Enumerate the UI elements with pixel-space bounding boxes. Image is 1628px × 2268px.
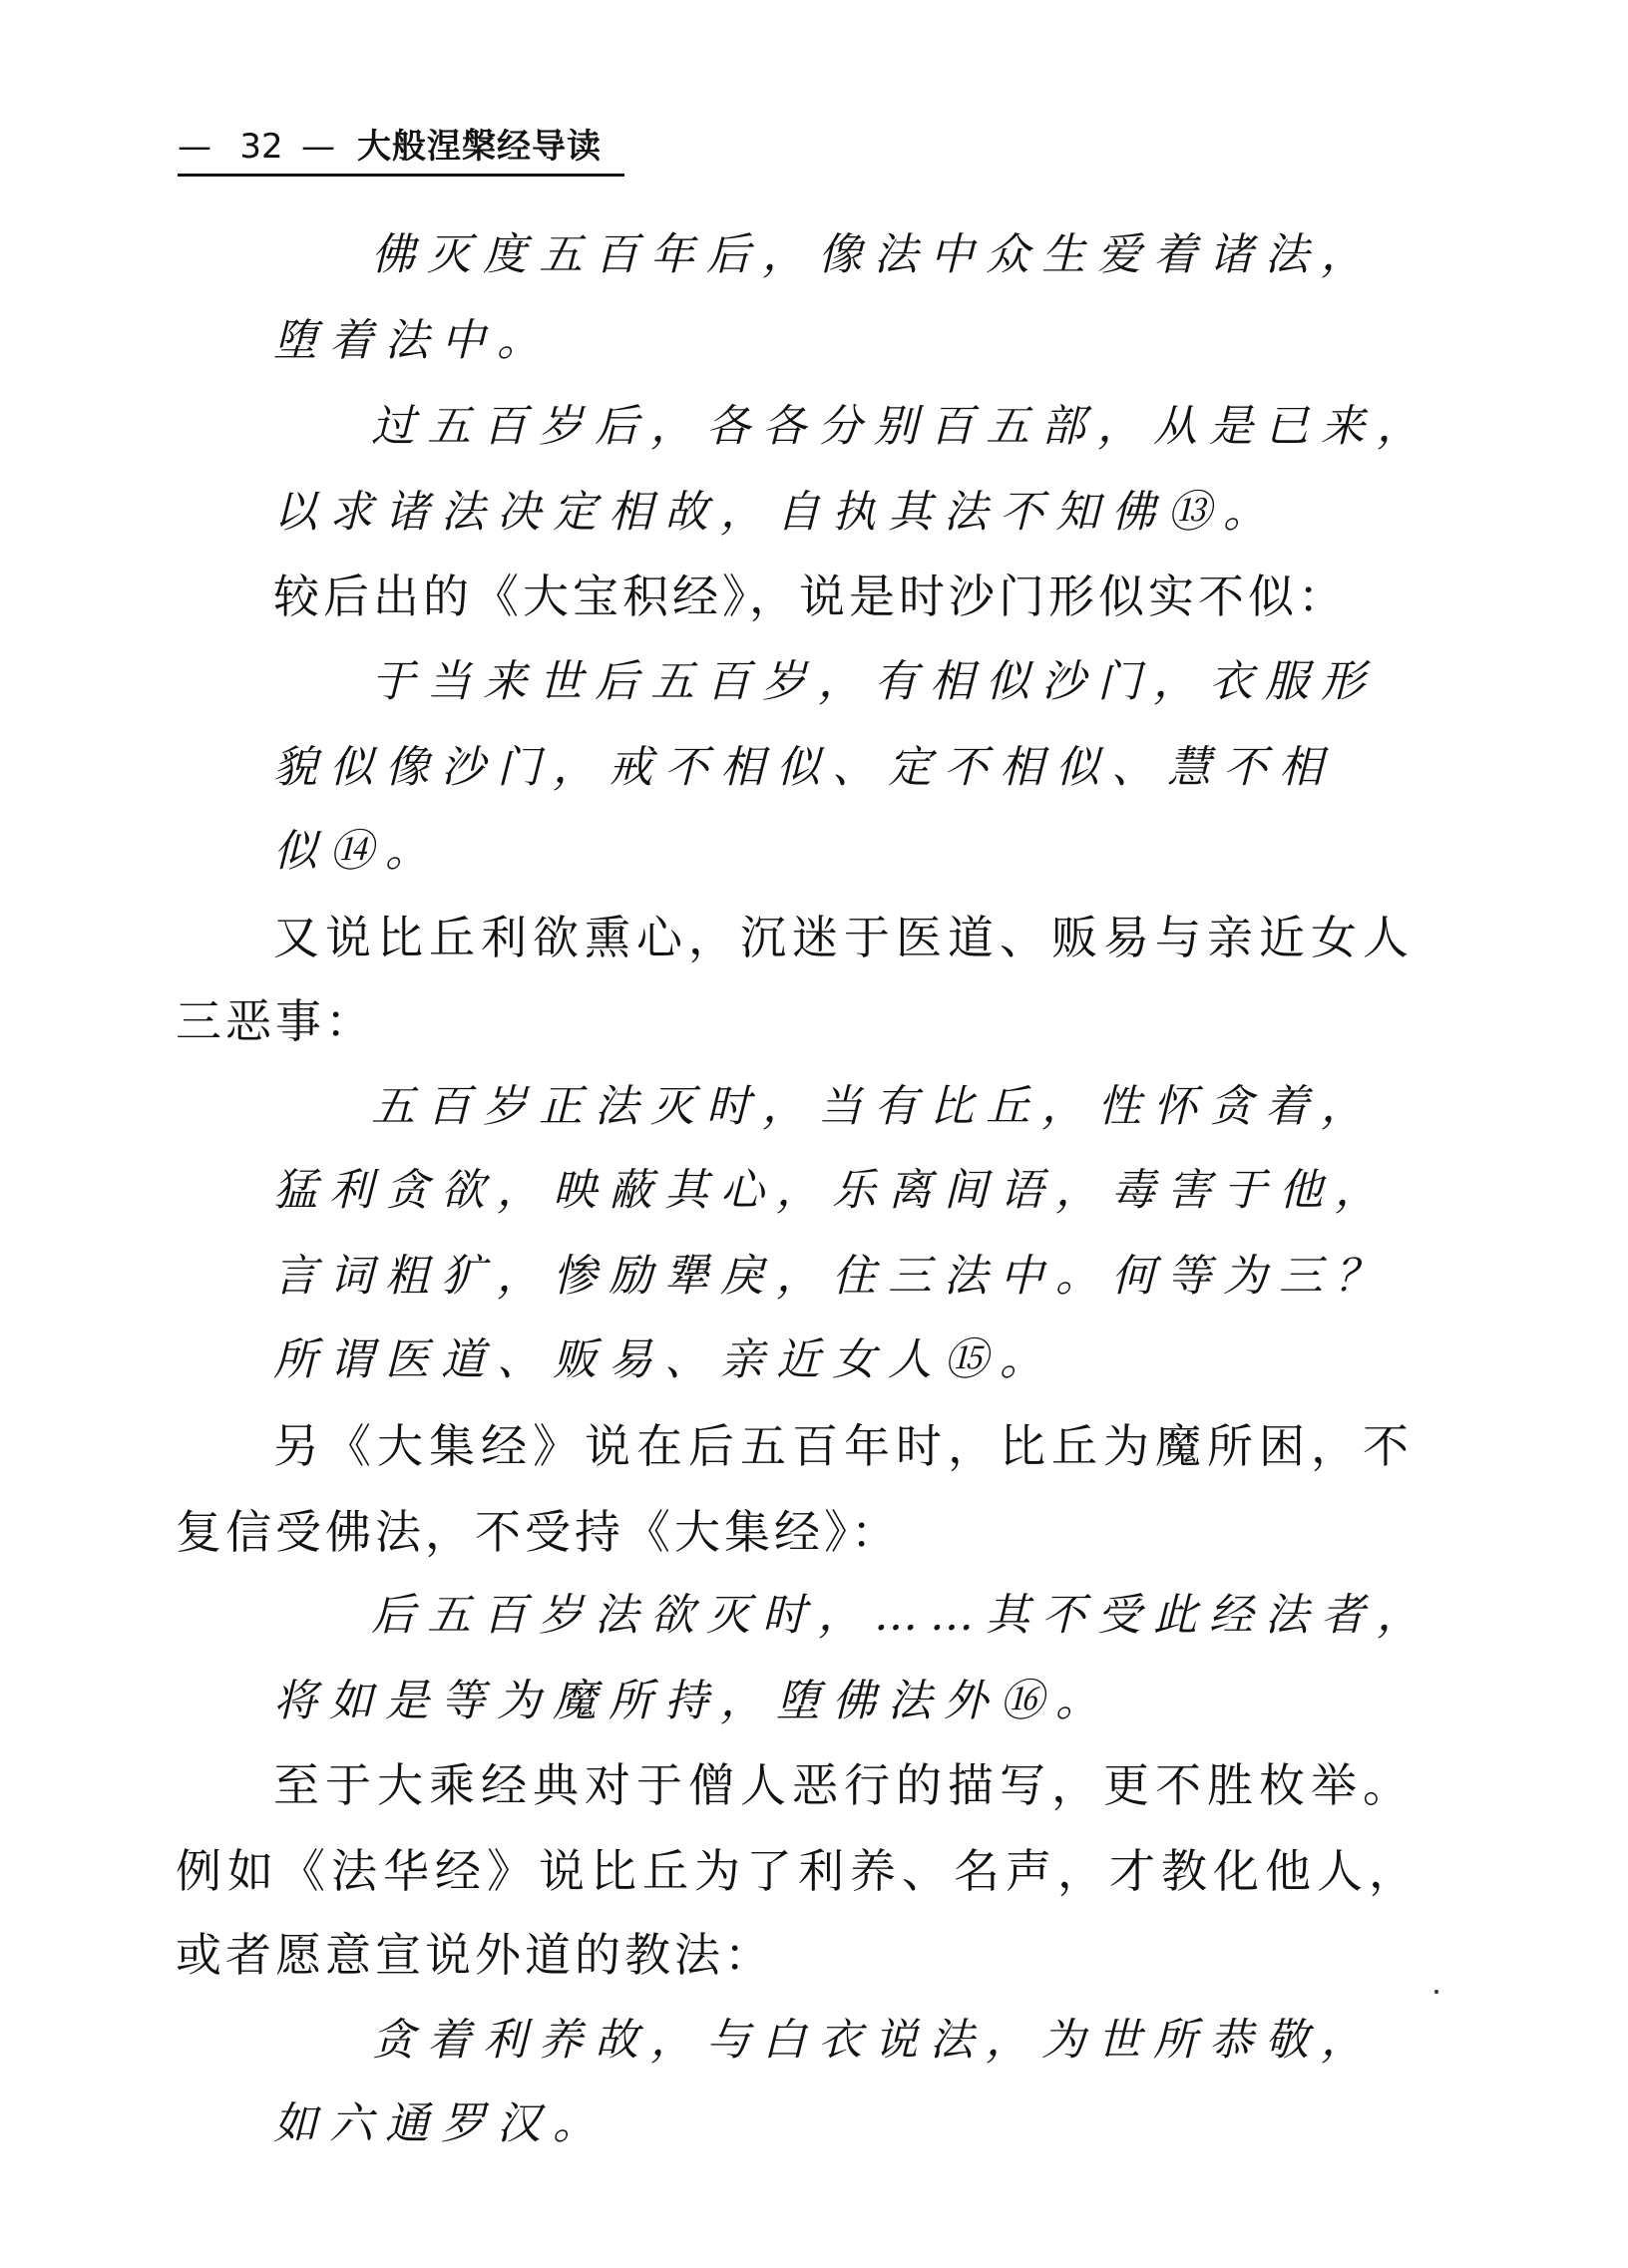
prose-line: 复信受佛法，不受持《大集经》： <box>176 1505 901 1559</box>
quote-line: 堕着法中。 <box>273 315 553 366</box>
quote-line: 五百岁正法灭时，当有比丘，性怀贪着， <box>371 1081 1377 1132</box>
quote-line: 贪着利养故，与白衣说法，为世所恭敬， <box>371 2015 1377 2066</box>
quote-line: 如六通罗汉。 <box>273 2098 609 2149</box>
prose-line: 又说比丘利欲熏心，沉迷于医道、贩易与亲近女人 <box>273 911 1415 964</box>
quote-line: 貌似像沙门，戒不相似、定不相似、慧不相 <box>273 742 1335 793</box>
quote-line: 过五百岁后，各各分别百五部，从是已来， <box>371 401 1432 452</box>
quote-line: 似⑭。 <box>273 826 441 877</box>
quote-line: 将如是等为魔所持，堕佛法外⑯。 <box>273 1676 1111 1726</box>
scan-speck <box>1434 1990 1438 1994</box>
header-dash-left: — <box>178 127 211 167</box>
prose-line: 例如《法华经》说比丘为了利养、名声，才教化他人， <box>176 1844 1421 1898</box>
page-header <box>178 122 624 177</box>
quote-line: 猛利贪欲，映蔽其心，乐离间语，毒害于他， <box>273 1165 1391 1216</box>
quote-line: 以求诸法决定相故，自执其法不知佛⑬。 <box>273 487 1279 538</box>
book-title: 大般涅槃经导读 <box>357 127 602 167</box>
quote-line: 后五百岁法欲灭时，……其不受此经法者， <box>371 1590 1432 1641</box>
quote-line: 言词粗犷，惨励犟戾，住三法中。何等为三？ <box>273 1251 1391 1302</box>
prose-line: 至于大乘经典对于僧人恶行的描写，更不胜枚举。 <box>273 1758 1415 1812</box>
prose-line: 或者愿意宣说外道的教法： <box>176 1928 774 1982</box>
prose-line: 三恶事： <box>176 994 375 1048</box>
quote-line: 于当来世后五百岁，有相似沙门，衣服形 <box>371 656 1377 707</box>
prose-line: 另《大集经》说在后五百年时，比丘为魔所困，不 <box>273 1419 1415 1473</box>
quote-line: 所谓医道、贩易、亲近女人⑮。 <box>273 1334 1055 1385</box>
page-number: 32 <box>239 127 283 167</box>
quote-line: 佛灭度五百年后，像法中众生爱着诸法， <box>371 229 1377 280</box>
prose-line: 较后出的《大宝积经》，说是时沙门形似实不似： <box>273 569 1348 623</box>
header-dash-right: — <box>301 127 335 167</box>
